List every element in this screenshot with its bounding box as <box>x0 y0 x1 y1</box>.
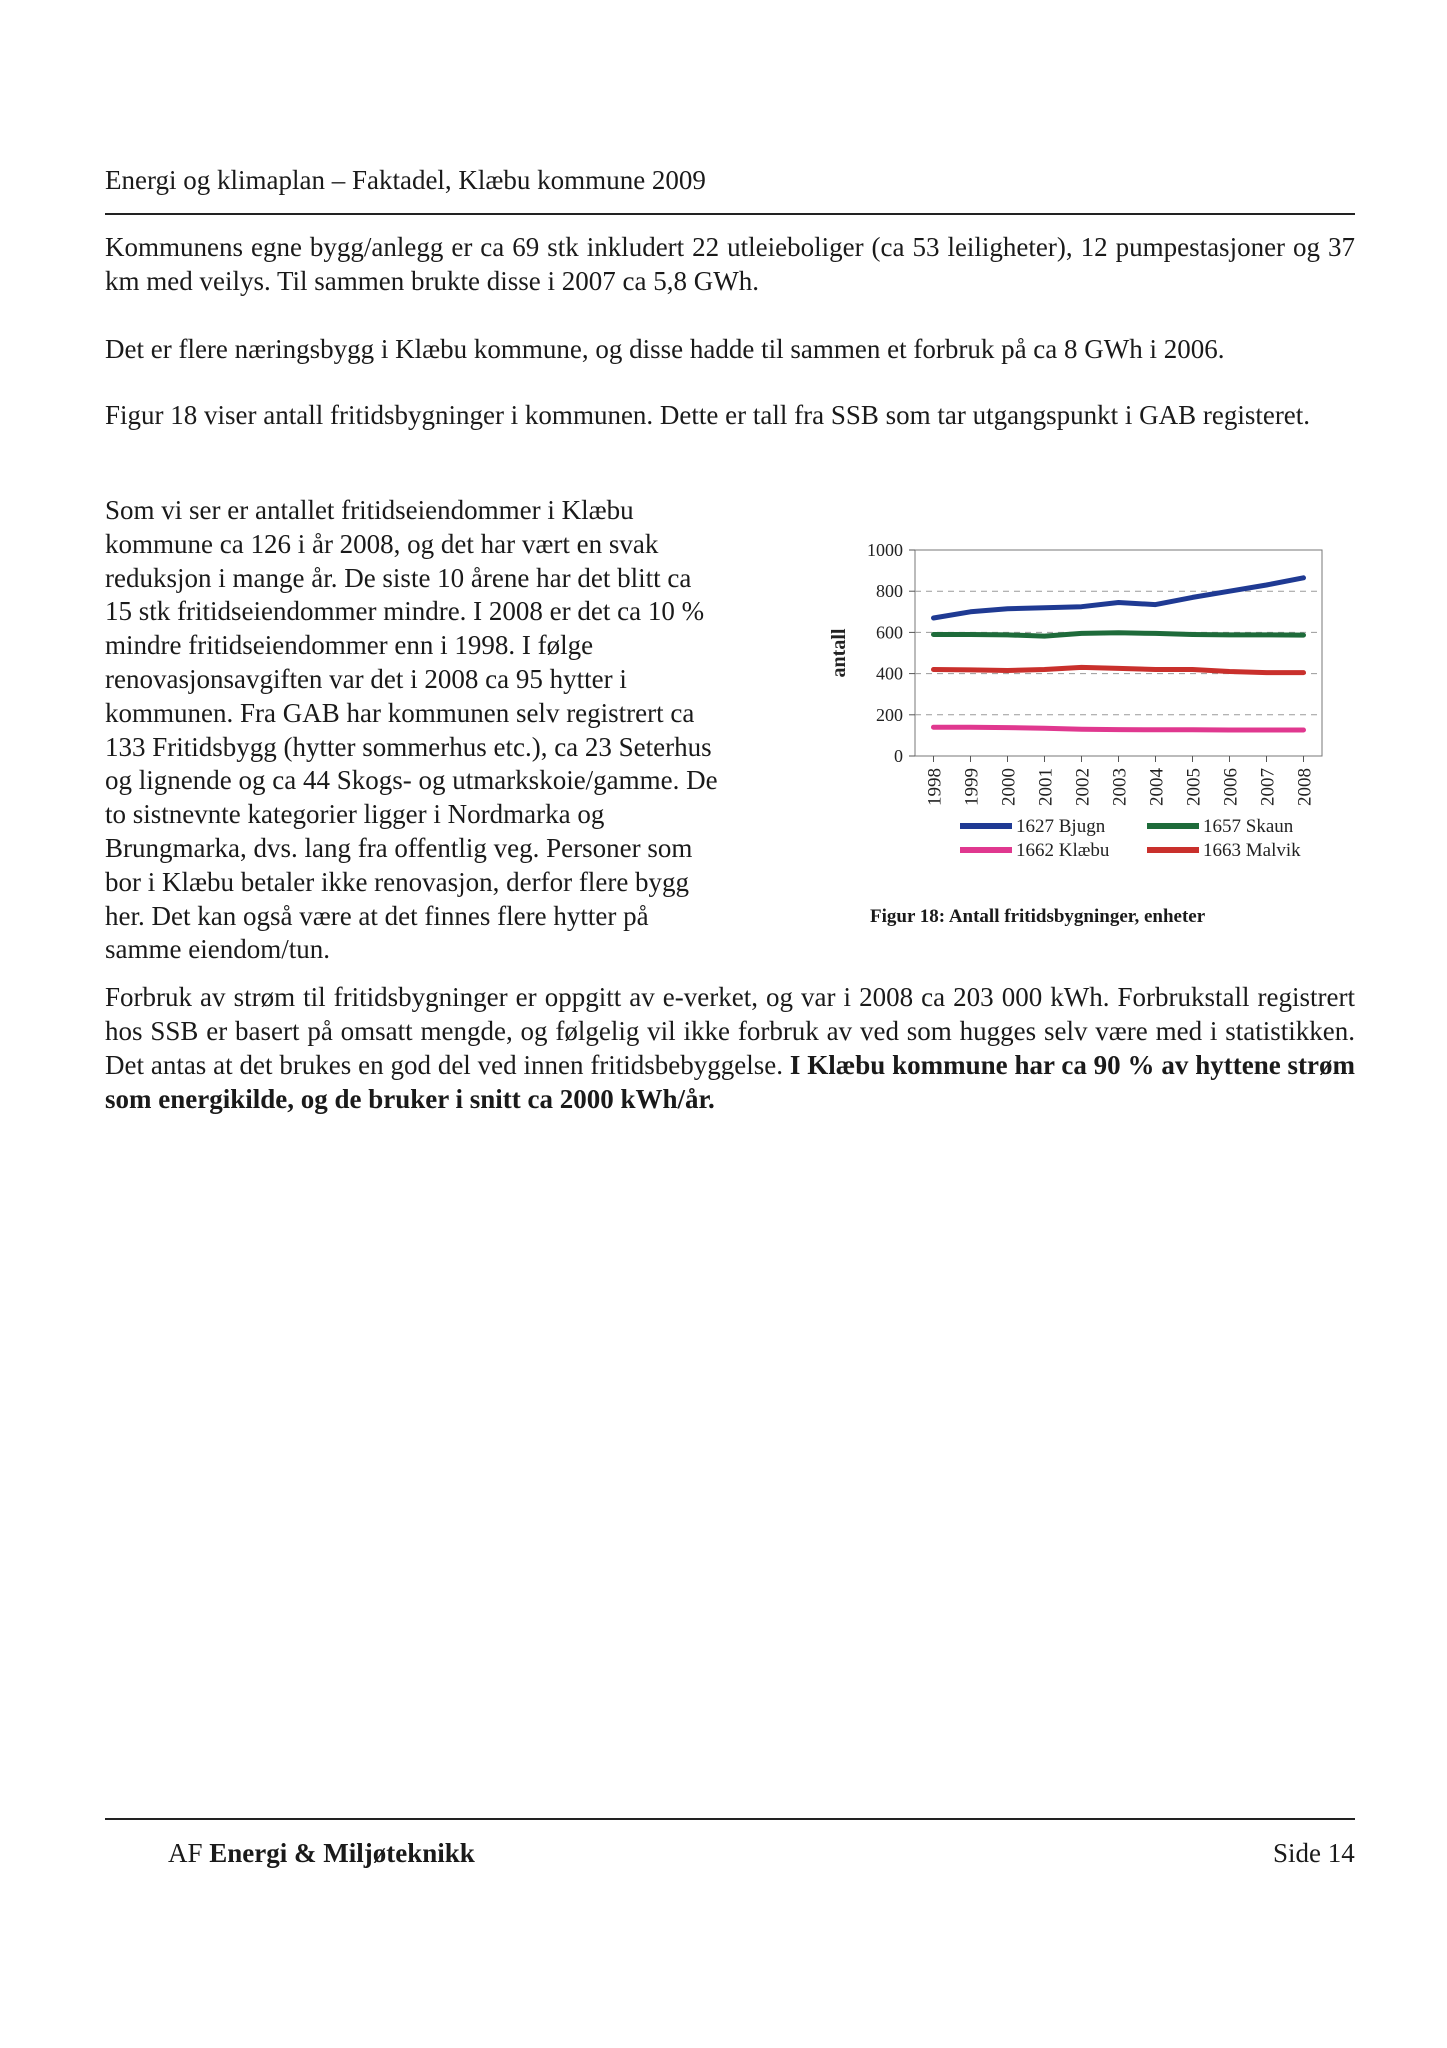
series-line <box>934 578 1304 618</box>
y-tick-label: 0 <box>894 746 903 766</box>
text-line: Brungmarka, dvs. lang fra offentlig veg. Personer som <box>105 832 693 863</box>
legend-label: 1657 Skaun <box>1203 816 1294 837</box>
text-line: to sistnevnte kategorier ligger i Nordmarka og <box>105 799 605 830</box>
legend-label: 1662 Klæbu <box>1016 840 1110 861</box>
x-tick-label: 2007 <box>1257 768 1279 806</box>
paragraph-electricity-use <box>105 980 1355 1116</box>
x-tick-label: 2001 <box>1035 768 1057 806</box>
paragraph-commercial-buildings: Det er flere næringsbygg i Klæbu kommune, og disse hadde til sammen et forbruk på ca 8 GWh i 2006. <box>105 334 1225 364</box>
x-tick-label: 2004 <box>1146 768 1168 806</box>
y-tick-label: 400 <box>876 663 903 684</box>
paragraph-municipal-buildings: Kommunens egne bygg/anlegg er ca 69 stk inkludert 22 utleieboliger (ca 53 leiligheter), 12 pumpestasjoner og 37 km med veilys. Til sammen brukte disse i 2007 ca 5,8 GWh. <box>105 232 1355 296</box>
text-line: bor i Klæbu betaler ikke renovasjon, derfor flere bygg <box>105 866 690 897</box>
paragraph-text: Forbruk av strøm til fritidsbygninger er oppgitt av e-verket, og var i 2008 ca 203 000 kWh. Forbrukstall registrert hos SSB er basert på omsatt mengde, og følgelig vil ikke forbruk av ved som hugges selv være med i statistikken. Det antas at det brukes en god del ved innen fritidsbebyggelse. <box>105 982 1355 1080</box>
x-tick-label: 2006 <box>1220 768 1242 806</box>
y-tick-label: 600 <box>876 622 903 643</box>
x-tick-label: 1998 <box>924 768 946 806</box>
text-line: 133 Fritidsbygg (hytter sommerhus etc.), ca 23 Seterhus <box>105 731 712 762</box>
text-line: kommunen. Fra GAB har kommunen selv registrert ca <box>105 697 695 728</box>
x-tick-label: 2000 <box>998 768 1020 806</box>
x-tick-label: 2003 <box>1109 768 1131 806</box>
series-line <box>934 727 1304 730</box>
page-header-title: Energi og klimaplan – Faktadel, Klæbu kommune 2009 <box>105 165 706 195</box>
series-line <box>934 667 1304 672</box>
x-tick-label: 2005 <box>1183 768 1205 806</box>
figure-18-chart <box>800 525 1360 955</box>
text-line: kommune ca 126 i år 2008, og det har vært en svak <box>105 528 659 559</box>
footer-company-prefix: AF <box>168 1838 203 1868</box>
footer-divider <box>105 1818 1355 1820</box>
y-tick-label: 1000 <box>867 540 903 560</box>
x-tick-label: 2002 <box>1072 768 1094 806</box>
page-number: Side 14 <box>1273 1838 1355 1868</box>
text-line: samme eiendom/tun. <box>105 934 330 965</box>
y-tick-label: 800 <box>876 581 903 602</box>
x-tick-label: 2008 <box>1294 768 1316 806</box>
y-tick-label: 200 <box>876 704 903 725</box>
paragraph-holiday-properties <box>105 494 755 967</box>
series-line <box>934 633 1304 636</box>
paragraph-highlight: I Klæbu kommune har ca 90 % av hyttene strøm som energikilde, og de bruker i snitt ca 2000 kWh/år. <box>105 1050 1356 1114</box>
legend-label: 1627 Bjugn <box>1016 816 1106 837</box>
text-line: mindre fritidseiendommer enn i 1998. I følge <box>105 630 594 661</box>
legend-label: 1663 Malvik <box>1203 840 1301 861</box>
figure-caption: Figur 18: Antall fritidsbygninger, enheter <box>870 906 1206 927</box>
header-divider <box>105 213 1355 215</box>
paragraph-figure-intro: Figur 18 viser antall fritidsbygninger i kommunen. Dette er tall fra SSB som tar utgangspunkt i GAB registeret. <box>105 400 1311 430</box>
footer-company-name: Energi & Miljøteknikk <box>209 1838 475 1868</box>
y-axis-label: antall <box>828 628 850 678</box>
text-line: Som vi ser er antallet fritidseiendommer i Klæbu <box>105 495 634 525</box>
text-line: 15 stk fritidseiendommer mindre. I 2008 er det ca 10 % <box>105 596 705 627</box>
text-line: reduksjon i mange år. De siste 10 årene har det blitt ca <box>105 562 692 593</box>
text-line: her. Det kan også være at det finnes flere hytter på <box>105 900 649 931</box>
footer-company <box>168 1838 475 1869</box>
x-tick-label: 1999 <box>961 768 983 806</box>
text-line: renovasjonsavgiften var det i 2008 ca 95 hytter i <box>105 663 627 694</box>
line-chart <box>800 525 1360 905</box>
text-line: og lignende og ca 44 Skogs- og utmarkskoie/gamme. De <box>105 765 718 796</box>
